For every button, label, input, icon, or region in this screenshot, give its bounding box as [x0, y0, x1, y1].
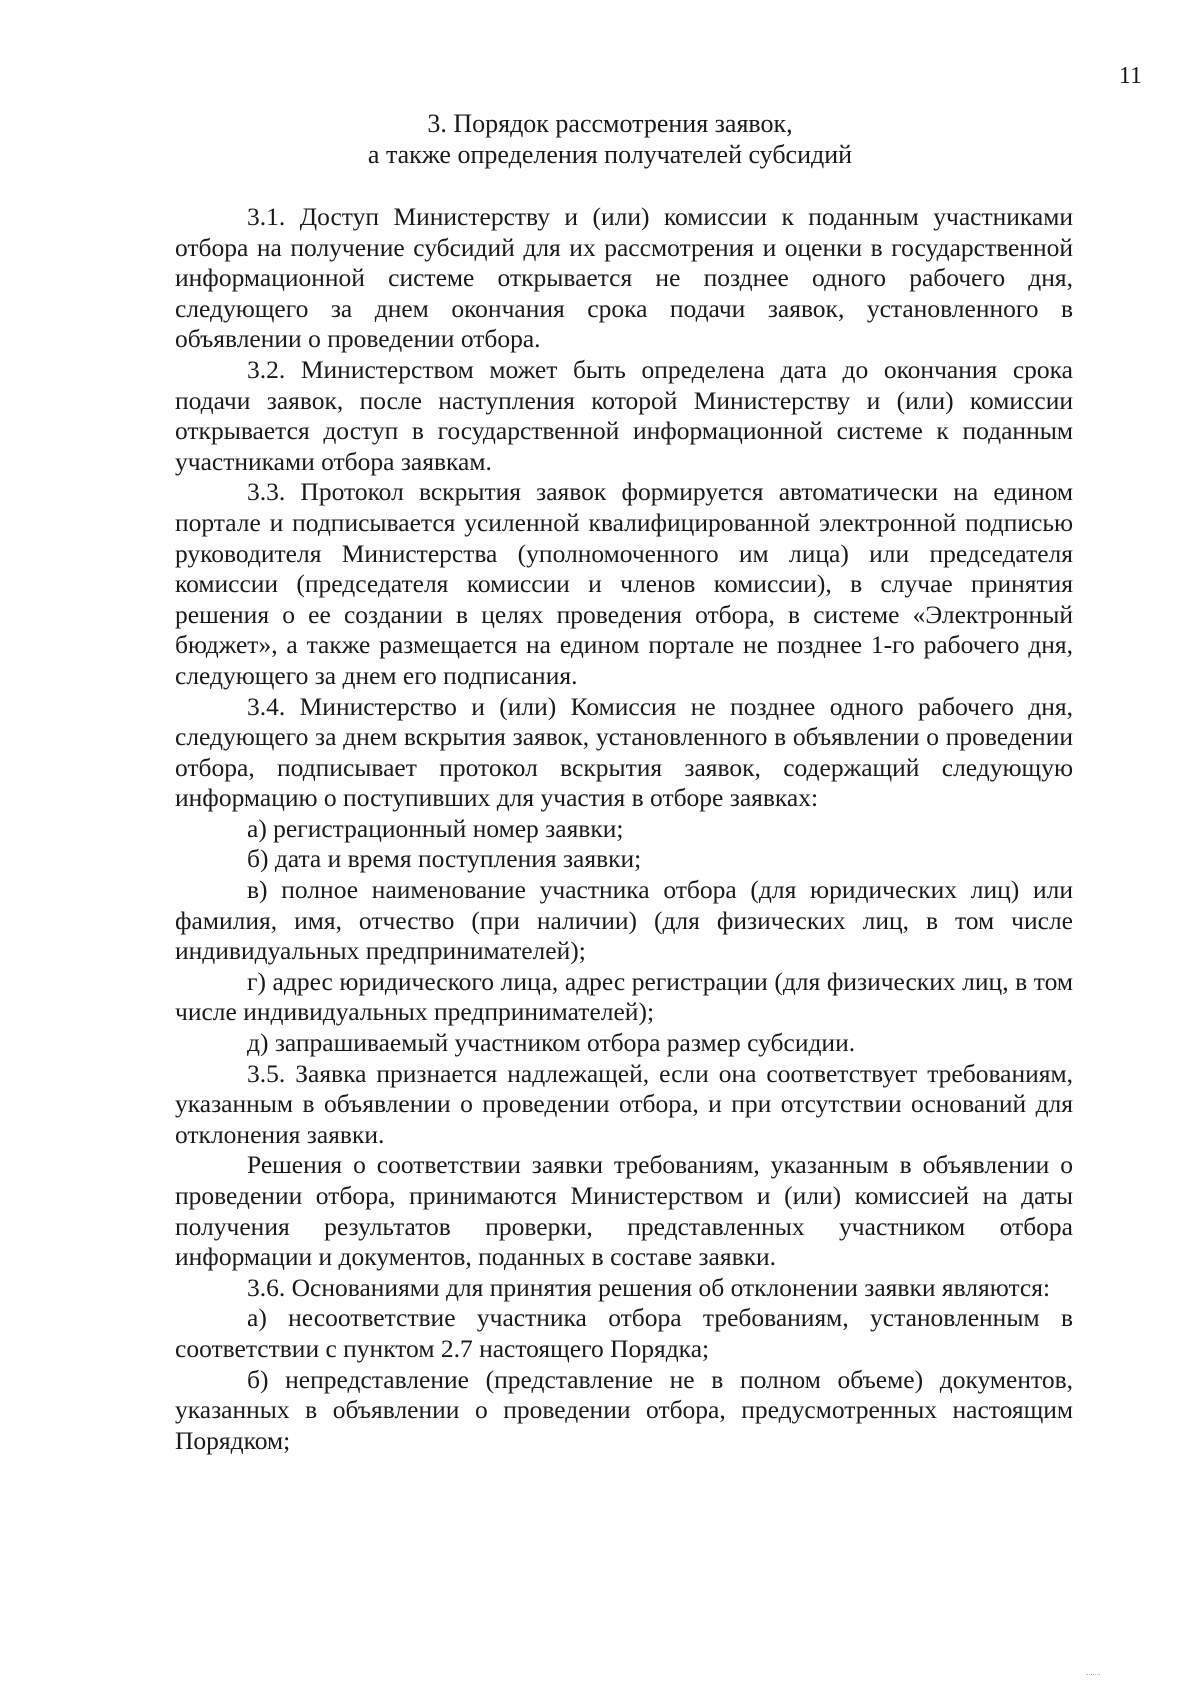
paragraph-decisions: Решения о соответствии заявки требованиям, указанным в объявлении о проведении отбора, принимаются Министерством и (или) комиссией на даты получения результатов проверки, представленных участником отбора информации и документов, поданных в составе заявки.: [175, 1150, 1073, 1272]
rejection-item-b: б) непредставление (представление не в полном объеме) документов, указанных в объявлении о проведении отбора, предусмотренных настоящим Порядком;: [175, 1364, 1073, 1455]
paragraph-3-2: 3.2. Министерством может быть определена дата до окончания срока подачи заявок, после наступления которой Министерству и (или) комиссии открывается доступ в государственной информационной системе к поданным участниками отбора заявкам.: [175, 354, 1073, 476]
paragraph-3-4: 3.4. Министерство и (или) Комиссия не позднее одного рабочего дня, следующего за днем вскрытия заявок, установленного в объявлении о проведении отбора, подписывает протокол вскрытия заявок, содержащий следующую информацию о поступивших для участия в отборе заявках:: [175, 691, 1073, 813]
scan-mark: [1086, 1674, 1100, 1679]
list-item-a: а) регистрационный номер заявки;: [247, 813, 624, 843]
paragraph-3-5: 3.5. Заявка признается надлежащей, если она соответствует требованиям, указанным в объявлении о проведении отбора, и при отсутствии оснований для отклонения заявки.: [175, 1058, 1073, 1149]
section-title: [160, 108, 1060, 170]
list-item-v: в) полное наименование участника отбора (для юридических лиц) или фамилия, имя, отчество (при наличии) (для физических лиц, в том числе индивидуальных предпринимателей);: [175, 875, 1073, 966]
rejection-item-a: а) несоответствие участника отбора требованиям, установленным в соответствии с пунктом 2.7 настоящего Порядка;: [175, 1303, 1073, 1363]
list-item-b: б) дата и время поступления заявки;: [247, 844, 642, 874]
page-number: 11: [1118, 63, 1142, 89]
paragraph-3-6: 3.6. Основаниями для принятия решения об отклонении заявки являются:: [247, 1272, 1051, 1302]
document-body: [175, 202, 1073, 1456]
section-title-line-2: а также определения получателей субсидий: [367, 140, 853, 169]
paragraph-3-1: 3.1. Доступ Министерству и (или) комиссии к поданным участниками отбора на получение субсидий для их рассмотрения и оценки в государственной информационной системе открывается не позднее одного рабочего дня, следующего за днем окончания срока подачи заявок, установленного в объявлении о проведении отбора.: [175, 202, 1073, 354]
section-title-line-1: 3. Порядок рассмотрения заявок,: [427, 109, 793, 138]
paragraph-3-3: 3.3. Протокол вскрытия заявок формируется автоматически на едином портале и подписывается усиленной квалифицированной электронной подписью руководителя Министерства (уполномоченного им лица) или председателя комиссии (председателя комиссии и членов комиссии), в случае принятия решения о ее создании в целях проведения отбора, в системе «Электронный бюджет», а также размещается на едином портале не позднее 1-го рабочего дня, следующего за днем его подписания.: [175, 477, 1073, 690]
list-item-d: д) запрашиваемый участником отбора размер субсидии.: [247, 1028, 856, 1058]
list-item-g: г) адрес юридического лица, адрес регистрации (для физических лиц, в том числе индивидуальных предпринимателей);: [175, 966, 1073, 1027]
